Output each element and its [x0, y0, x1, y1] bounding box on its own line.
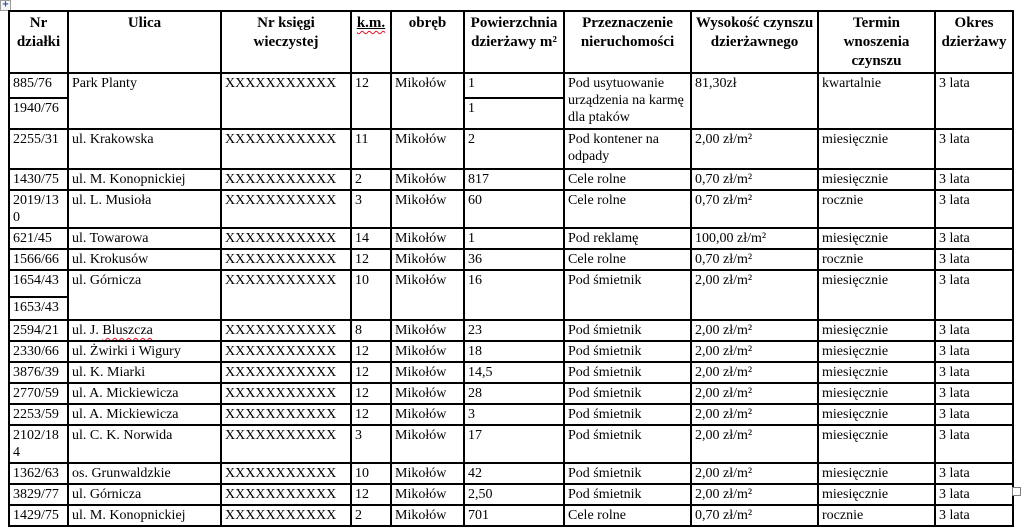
cell-termin[interactable]: miesięcznie [818, 228, 935, 249]
cell-powierzchnia[interactable]: 1 [464, 228, 564, 249]
km-misspelled-text: k.m. [356, 15, 386, 31]
cell-km[interactable]: 3 [351, 425, 391, 463]
cell-ksiega[interactable]: XXXXXXXXXXX [221, 425, 351, 463]
cell-km[interactable]: 10 [351, 270, 391, 320]
cell-termin[interactable]: miesięcznie [818, 320, 935, 341]
col-header-termin[interactable]: Termin wnoszenia czynszu [818, 11, 935, 73]
cell-okres[interactable]: 3 lata [935, 129, 1013, 169]
cell-czynsz[interactable]: 2,00 zł/m² [691, 463, 818, 484]
cell-obreb[interactable]: Mikołów [391, 190, 464, 228]
cell-ksiega[interactable]: XXXXXXXXXXX [221, 320, 351, 341]
cell-ulica[interactable]: os. Grunwaldzkie [68, 463, 221, 484]
cell-okres[interactable]: 3 lata [935, 383, 1013, 404]
cell-nr[interactable]: 1654/43 [9, 270, 68, 297]
cell-przeznaczenie[interactable]: Cele rolne [564, 190, 691, 228]
col-header-obreb[interactable]: obręb [391, 11, 464, 73]
col-header-przeznaczenie[interactable]: Przeznaczenie nieruchomości [564, 11, 691, 73]
cell-ksiega[interactable]: XXXXXXXXXXX [221, 505, 351, 526]
cell-powierzchnia[interactable]: 28 [464, 383, 564, 404]
cell-powierzchnia[interactable]: 817 [464, 169, 564, 190]
street-misspelled-text: Bluszcza [102, 323, 153, 338]
cell-okres[interactable]: 3 lata [935, 484, 1013, 505]
table-row [9, 270, 1013, 297]
cell-ksiega[interactable]: XXXXXXXXXXX [221, 341, 351, 362]
cell-przeznaczenie[interactable]: Pod śmietnik [564, 463, 691, 484]
cell-powierzchnia[interactable]: 36 [464, 249, 564, 270]
cell-ulica[interactable]: ul. C. K. Norwida [68, 425, 221, 463]
cell-termin[interactable]: miesięcznie [818, 341, 935, 362]
cell-ksiega[interactable]: XXXXXXXXXXX [221, 228, 351, 249]
cell-powierzchnia[interactable]: 18 [464, 341, 564, 362]
cell-ulica[interactable]: ul. Górnicza [68, 484, 221, 505]
col-header-powierzchnia[interactable]: Powierzchnia dzierżawy m² [464, 11, 564, 73]
cell-obreb[interactable]: Mikołów [391, 404, 464, 425]
cell-nr[interactable]: 2019/130 [9, 190, 68, 228]
cell-obreb[interactable]: Mikołów [391, 249, 464, 270]
cell-przeznaczenie[interactable]: Cele rolne [564, 169, 691, 190]
cell-nr[interactable]: 3829/77 [9, 484, 68, 505]
cell-ksiega[interactable]: XXXXXXXXXXX [221, 249, 351, 270]
cell-powierzchnia[interactable]: 16 [464, 270, 564, 320]
cell-przeznaczenie[interactable]: Pod kontener na odpady [564, 129, 691, 169]
cell-ulica[interactable]: ul. Górnicza [68, 270, 221, 320]
cell-termin[interactable]: miesięcznie [818, 404, 935, 425]
cell-okres[interactable]: 3 lata [935, 249, 1013, 270]
cell-km[interactable]: 12 [351, 484, 391, 505]
cell-km[interactable]: 12 [351, 73, 391, 129]
cell-przeznaczenie[interactable]: Pod śmietnik [564, 320, 691, 341]
cell-okres[interactable]: 3 lata [935, 73, 1013, 129]
cell-okres[interactable]: 3 lata [935, 169, 1013, 190]
cell-powierzchnia[interactable]: 23 [464, 320, 564, 341]
cell-ulica[interactable]: ul. A. Mickiewicza [68, 404, 221, 425]
cell-przeznaczenie[interactable]: Cele rolne [564, 505, 691, 526]
col-header-nr-ksiegi[interactable]: Nr księgi wieczystej [221, 11, 351, 73]
cell-termin[interactable]: miesięcznie [818, 463, 935, 484]
cell-nr[interactable]: 885/76 [9, 73, 68, 98]
cell-ulica[interactable]: ul. M. Konopnickiej [68, 169, 221, 190]
cell-obreb[interactable]: Mikołów [391, 270, 464, 320]
table-row [9, 484, 1013, 505]
cell-przeznaczenie[interactable]: Pod śmietnik [564, 484, 691, 505]
cell-okres[interactable]: 3 lata [935, 463, 1013, 484]
cell-ulica[interactable]: ul. Towarowa [68, 228, 221, 249]
cell-ksiega[interactable]: XXXXXXXXXXX [221, 73, 351, 129]
cell-okres[interactable]: 3 lata [935, 505, 1013, 526]
cell-czynsz[interactable]: 2,00 zł/m² [691, 425, 818, 463]
cell-ksiega[interactable]: XXXXXXXXXXX [221, 129, 351, 169]
table-row [9, 320, 1013, 341]
cell-ksiega[interactable]: XXXXXXXXXXX [221, 169, 351, 190]
cell-powierzchnia[interactable]: 17 [464, 425, 564, 463]
cell-nr[interactable]: 2102/184 [9, 425, 68, 463]
cell-czynsz[interactable]: 81,30zł [691, 73, 818, 129]
cell-nr[interactable]: 1362/63 [9, 463, 68, 484]
cell-ulica[interactable]: Park Planty [68, 73, 221, 129]
cell-km[interactable]: 12 [351, 341, 391, 362]
cell-przeznaczenie[interactable]: Pod śmietnik [564, 341, 691, 362]
cell-km[interactable]: 8 [351, 320, 391, 341]
table-resize-handle-icon[interactable] [1012, 487, 1021, 496]
cell-czynsz[interactable]: 100,00 zł/m² [691, 228, 818, 249]
cell-obreb[interactable]: Mikołów [391, 169, 464, 190]
cell-obreb[interactable]: Mikołów [391, 129, 464, 169]
cell-czynsz[interactable]: 2,00 zł/m² [691, 129, 818, 169]
cell-termin[interactable]: rocznie [818, 505, 935, 526]
table-row [9, 249, 1013, 270]
cell-nr[interactable]: 2255/31 [9, 129, 68, 169]
cell-termin[interactable]: miesięcznie [818, 129, 935, 169]
cell-ksiega[interactable]: XXXXXXXXXXX [221, 362, 351, 383]
cell-okres[interactable]: 3 lata [935, 404, 1013, 425]
cell-powierzchnia[interactable]: 60 [464, 190, 564, 228]
table-row [9, 190, 1013, 228]
cell-nr[interactable]: 2330/66 [9, 341, 68, 362]
cell-czynsz[interactable]: 2,00 zł/m² [691, 404, 818, 425]
lease-table [8, 10, 1014, 527]
cell-czynsz[interactable]: 0,70 zł/m² [691, 190, 818, 228]
cell-obreb[interactable]: Mikołów [391, 341, 464, 362]
cell-km[interactable]: 11 [351, 129, 391, 169]
cell-nr[interactable]: 2253/59 [9, 404, 68, 425]
cell-termin[interactable]: miesięcznie [818, 362, 935, 383]
cell-ksiega[interactable]: XXXXXXXXXXX [221, 383, 351, 404]
cell-ulica[interactable] [68, 320, 221, 341]
cell-okres[interactable]: 3 lata [935, 341, 1013, 362]
cell-ulica[interactable]: ul. K. Miarki [68, 362, 221, 383]
cell-przeznaczenie[interactable]: Cele rolne [564, 249, 691, 270]
cell-okres[interactable]: 3 lata [935, 228, 1013, 249]
cell-czynsz[interactable]: 2,00 zł/m² [691, 383, 818, 404]
cell-km[interactable]: 2 [351, 505, 391, 526]
cell-termin[interactable]: kwartalnie [818, 73, 935, 129]
table-move-handle-icon[interactable]: + [0, 0, 11, 11]
cell-powierzchnia[interactable]: 2 [464, 129, 564, 169]
table-row [9, 463, 1013, 484]
cell-ulica[interactable]: ul. Żwirki i Wigury [68, 341, 221, 362]
cell-przeznaczenie[interactable]: Pod usytuowanie urządzenia na karmę dla ptaków [564, 73, 691, 129]
cell-czynsz[interactable]: 2,00 zł/m² [691, 320, 818, 341]
cell-nr[interactable]: 621/45 [9, 228, 68, 249]
table-row [9, 341, 1013, 362]
cell-powierzchnia[interactable]: 2,50 [464, 484, 564, 505]
cell-termin[interactable]: miesięcznie [818, 425, 935, 463]
cell-km[interactable]: 2 [351, 169, 391, 190]
cell-ulica[interactable]: ul. Krakowska [68, 129, 221, 169]
cell-obreb[interactable]: Mikołów [391, 228, 464, 249]
cell-czynsz[interactable]: 2,00 zł/m² [691, 341, 818, 362]
table-row [9, 383, 1013, 404]
cell-powierzchnia[interactable]: 701 [464, 505, 564, 526]
table-row [9, 505, 1013, 526]
table-row [9, 129, 1013, 169]
cell-przeznaczenie[interactable]: Pod śmietnik [564, 425, 691, 463]
table-row [9, 73, 1013, 98]
cell-termin[interactable]: miesięcznie [818, 383, 935, 404]
cell-termin[interactable]: rocznie [818, 249, 935, 270]
cell-nr[interactable]: 1429/75 [9, 505, 68, 526]
table-row [9, 169, 1013, 190]
cell-nr[interactable]: 1566/66 [9, 249, 68, 270]
table-row [9, 228, 1013, 249]
cell-przeznaczenie[interactable]: Pod śmietnik [564, 362, 691, 383]
cell-nr[interactable]: 1430/75 [9, 169, 68, 190]
km-underline [357, 15, 385, 31]
cell-powierzchnia[interactable]: 3 [464, 404, 564, 425]
cell-czynsz[interactable]: 0,70 zł/m² [691, 249, 818, 270]
cell-czynsz[interactable]: 2,00 zł/m² [691, 270, 818, 320]
table-row [9, 362, 1013, 383]
cell-okres[interactable]: 3 lata [935, 320, 1013, 341]
cell-okres[interactable]: 3 lata [935, 190, 1013, 228]
street-text: ul. J. [72, 323, 103, 338]
cell-przeznaczenie[interactable]: Pod śmietnik [564, 383, 691, 404]
header-row [9, 11, 1013, 73]
cell-czynsz[interactable]: 2,00 zł/m² [691, 362, 818, 383]
cell-obreb[interactable]: Mikołów [391, 320, 464, 341]
cell-ulica[interactable]: ul. M. Konopnickiej [68, 505, 221, 526]
cell-ulica[interactable]: ul. L. Musioła [68, 190, 221, 228]
cell-km[interactable]: 12 [351, 404, 391, 425]
cell-okres[interactable]: 3 lata [935, 362, 1013, 383]
cell-termin[interactable]: miesięcznie [818, 270, 935, 320]
cell-czynsz[interactable]: 2,00 zł/m² [691, 484, 818, 505]
cell-km[interactable]: 12 [351, 249, 391, 270]
cell-powierzchnia[interactable]: 1 [464, 98, 564, 129]
col-header-wysokosc-czynszu[interactable]: Wysokość czynszu dzierżawnego [691, 11, 818, 73]
cell-ulica[interactable]: ul. Krokusów [68, 249, 221, 270]
cell-km[interactable]: 10 [351, 463, 391, 484]
cell-km[interactable]: 12 [351, 362, 391, 383]
cell-nr[interactable]: 1940/76 [9, 98, 68, 129]
table-row [9, 425, 1013, 463]
cell-obreb[interactable]: Mikołów [391, 505, 464, 526]
col-header-okres[interactable]: Okres dzierżawy [935, 11, 1013, 73]
cell-obreb[interactable]: Mikołów [391, 463, 464, 484]
cell-ksiega[interactable]: XXXXXXXXXXX [221, 404, 351, 425]
cell-przeznaczenie[interactable]: Pod śmietnik [564, 404, 691, 425]
cell-powierzchnia[interactable]: 42 [464, 463, 564, 484]
cell-obreb[interactable]: Mikołów [391, 383, 464, 404]
cell-ksiega[interactable]: XXXXXXXXXXX [221, 463, 351, 484]
col-header-km[interactable] [351, 11, 391, 73]
cell-ksiega[interactable]: XXXXXXXXXXX [221, 190, 351, 228]
cell-nr[interactable]: 2594/21 [9, 320, 68, 341]
cell-powierzchnia[interactable]: 1 [464, 73, 564, 98]
cell-ksiega[interactable]: XXXXXXXXXXX [221, 270, 351, 320]
cell-czynsz[interactable]: 0,70 zł/m² [691, 169, 818, 190]
cell-nr[interactable]: 3876/39 [9, 362, 68, 383]
cell-czynsz[interactable]: 0,70 zł/m² [691, 505, 818, 526]
cell-powierzchnia[interactable]: 14,5 [464, 362, 564, 383]
cell-obreb[interactable]: Mikołów [391, 484, 464, 505]
col-header-ulica[interactable]: Ulica [68, 11, 221, 73]
cell-nr[interactable]: 1653/43 [9, 297, 68, 320]
cell-przeznaczenie[interactable]: Pod reklamę [564, 228, 691, 249]
cell-nr[interactable]: 2770/59 [9, 383, 68, 404]
cell-ksiega[interactable]: XXXXXXXXXXX [221, 484, 351, 505]
cell-km[interactable]: 3 [351, 190, 391, 228]
cell-okres[interactable]: 3 lata [935, 270, 1013, 320]
cell-okres[interactable]: 3 lata [935, 425, 1013, 463]
col-header-nr-dzialki[interactable]: Nr działki [9, 11, 68, 73]
cell-termin[interactable]: miesięcznie [818, 169, 935, 190]
cell-termin[interactable]: miesięcznie [818, 484, 935, 505]
cell-ulica[interactable]: ul. A. Mickiewicza [68, 383, 221, 404]
cell-obreb[interactable]: Mikołów [391, 73, 464, 129]
cell-obreb[interactable]: Mikołów [391, 362, 464, 383]
cell-km[interactable]: 12 [351, 383, 391, 404]
cell-termin[interactable]: rocznie [818, 190, 935, 228]
cell-obreb[interactable]: Mikołów [391, 425, 464, 463]
table-row [9, 404, 1013, 425]
cell-przeznaczenie[interactable]: Pod śmietnik [564, 270, 691, 320]
cell-km[interactable]: 14 [351, 228, 391, 249]
